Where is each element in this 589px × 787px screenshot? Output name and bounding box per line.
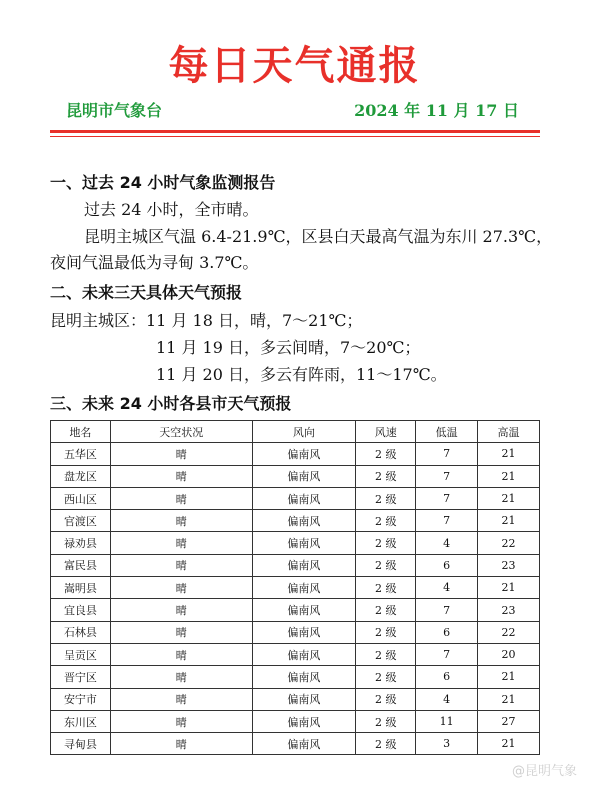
cell-place: 寻甸县: [51, 733, 111, 755]
watermark: @昆明气象: [511, 764, 577, 779]
cell-sky: 晴: [110, 666, 252, 688]
table-row: [51, 710, 540, 732]
report-date: 2024 年 11 月 17 日: [354, 101, 519, 120]
cell-sky: 晴: [110, 643, 252, 665]
cell-wind-speed: 2 级: [356, 465, 416, 487]
cell-place: 宜良县: [51, 599, 111, 621]
cell-wind-speed: 2 级: [356, 599, 416, 621]
cell-sky: 晴: [110, 577, 252, 599]
table-row: [51, 510, 540, 532]
header-wind-speed: 风速: [356, 421, 416, 443]
section1-heading: 一、过去 24 小时气象监测报告: [50, 173, 276, 192]
table-row: [51, 733, 540, 755]
forecast-day2: 11 月 19 日，多云间晴，7～20℃；: [156, 338, 421, 357]
cell-place: 西山区: [51, 487, 111, 509]
cell-wind-dir: 偏南风: [252, 643, 356, 665]
cell-sky: 晴: [110, 599, 252, 621]
cell-place: 官渡区: [51, 510, 111, 532]
cell-wind-speed: 2 级: [356, 621, 416, 643]
cell-high: 22: [478, 621, 540, 643]
cell-sky: 晴: [110, 710, 252, 732]
section3-heading: 三、未来 24 小时各县市天气预报: [50, 394, 292, 413]
cell-sky: 晴: [110, 510, 252, 532]
cell-wind-speed: 2 级: [356, 710, 416, 732]
cell-wind-dir: 偏南风: [252, 621, 356, 643]
cell-high: 21: [478, 666, 540, 688]
table-row: [51, 554, 540, 576]
cell-wind-dir: 偏南风: [252, 710, 356, 732]
header-low: 低温: [416, 421, 478, 443]
section2-heading: 二、未来三天具体天气预报: [50, 283, 243, 302]
cell-wind-speed: 2 级: [356, 554, 416, 576]
cell-low: 11: [416, 710, 478, 732]
cell-high: 23: [478, 599, 540, 621]
cell-sky: 晴: [110, 688, 252, 710]
header-rule-thick: [50, 130, 540, 133]
cell-high: 20: [478, 643, 540, 665]
agency-name: 昆明市气象台: [66, 101, 163, 120]
cell-sky: 晴: [110, 554, 252, 576]
cell-wind-speed: 2 级: [356, 510, 416, 532]
cell-high: 21: [478, 577, 540, 599]
header-sky: 天空状况: [110, 421, 252, 443]
cell-wind-dir: 偏南风: [252, 487, 356, 509]
cell-wind-dir: 偏南风: [252, 465, 356, 487]
cell-place: 富民县: [51, 554, 111, 576]
cell-low: 4: [416, 577, 478, 599]
cell-low: 7: [416, 487, 478, 509]
header-place: 地名: [51, 421, 111, 443]
cell-high: 23: [478, 554, 540, 576]
cell-sky: 晴: [110, 621, 252, 643]
cell-place: 禄劝县: [51, 532, 111, 554]
table-header-row: [51, 421, 540, 443]
table-row: [51, 465, 540, 487]
cell-high: 27: [478, 710, 540, 732]
table-row: [51, 688, 540, 710]
page-title: 每日天气通报: [168, 42, 421, 89]
cell-sky: 晴: [110, 733, 252, 755]
table-row: [51, 443, 540, 465]
header-wind-dir: 风向: [252, 421, 356, 443]
table-row: [51, 577, 540, 599]
cell-place: 安宁市: [51, 688, 111, 710]
cell-low: 7: [416, 510, 478, 532]
cell-wind-dir: 偏南风: [252, 510, 356, 532]
table-row: [51, 599, 540, 621]
cell-place: 呈贡区: [51, 643, 111, 665]
cell-low: 7: [416, 443, 478, 465]
header-rule-thin: [50, 136, 540, 137]
cell-wind-dir: 偏南风: [252, 599, 356, 621]
table-row: [51, 621, 540, 643]
cell-high: 21: [478, 465, 540, 487]
forecast-day3: 11 月 20 日，多云有阵雨，11～17℃。: [156, 365, 447, 384]
cell-sky: 晴: [110, 532, 252, 554]
cell-wind-speed: 2 级: [356, 487, 416, 509]
cell-wind-speed: 2 级: [356, 643, 416, 665]
cell-high: 21: [478, 487, 540, 509]
table-row: [51, 666, 540, 688]
cell-high: 21: [478, 688, 540, 710]
cell-low: 7: [416, 599, 478, 621]
section1-line3: 夜间气温最低为寻甸 3.7℃。: [50, 253, 259, 272]
cell-sky: 晴: [110, 443, 252, 465]
cell-high: 21: [478, 733, 540, 755]
cell-wind-speed: 2 级: [356, 532, 416, 554]
cell-wind-dir: 偏南风: [252, 688, 356, 710]
cell-high: 21: [478, 510, 540, 532]
cell-wind-dir: 偏南风: [252, 733, 356, 755]
cell-wind-speed: 2 级: [356, 577, 416, 599]
cell-wind-dir: 偏南风: [252, 577, 356, 599]
cell-high: 21: [478, 443, 540, 465]
county-forecast-table: [50, 420, 540, 755]
cell-wind-speed: 2 级: [356, 666, 416, 688]
table-row: [51, 532, 540, 554]
cell-wind-speed: 2 级: [356, 733, 416, 755]
cell-low: 6: [416, 666, 478, 688]
section1-line1: 过去 24 小时，全市晴。: [84, 200, 259, 219]
cell-place: 五华区: [51, 443, 111, 465]
forecast-day1: 昆明主城区：11 月 18 日，晴，7～21℃；: [50, 311, 363, 330]
cell-place: 嵩明县: [51, 577, 111, 599]
cell-place: 盘龙区: [51, 465, 111, 487]
table-row: [51, 487, 540, 509]
cell-place: 石林县: [51, 621, 111, 643]
cell-low: 3: [416, 733, 478, 755]
cell-wind-dir: 偏南风: [252, 532, 356, 554]
cell-sky: 晴: [110, 465, 252, 487]
cell-low: 7: [416, 465, 478, 487]
cell-wind-dir: 偏南风: [252, 443, 356, 465]
cell-low: 6: [416, 554, 478, 576]
section1-line2: 昆明主城区气温 6.4-21.9℃，区县白天最高气温为东川 27.3℃，: [84, 227, 553, 246]
cell-place: 晋宁区: [51, 666, 111, 688]
cell-wind-speed: 2 级: [356, 688, 416, 710]
cell-wind-speed: 2 级: [356, 443, 416, 465]
cell-low: 4: [416, 688, 478, 710]
cell-wind-dir: 偏南风: [252, 666, 356, 688]
cell-wind-dir: 偏南风: [252, 554, 356, 576]
cell-place: 东川区: [51, 710, 111, 732]
cell-high: 22: [478, 532, 540, 554]
header-high: 高温: [478, 421, 540, 443]
cell-low: 4: [416, 532, 478, 554]
cell-low: 7: [416, 643, 478, 665]
cell-sky: 晴: [110, 487, 252, 509]
cell-low: 6: [416, 621, 478, 643]
table-row: [51, 643, 540, 665]
